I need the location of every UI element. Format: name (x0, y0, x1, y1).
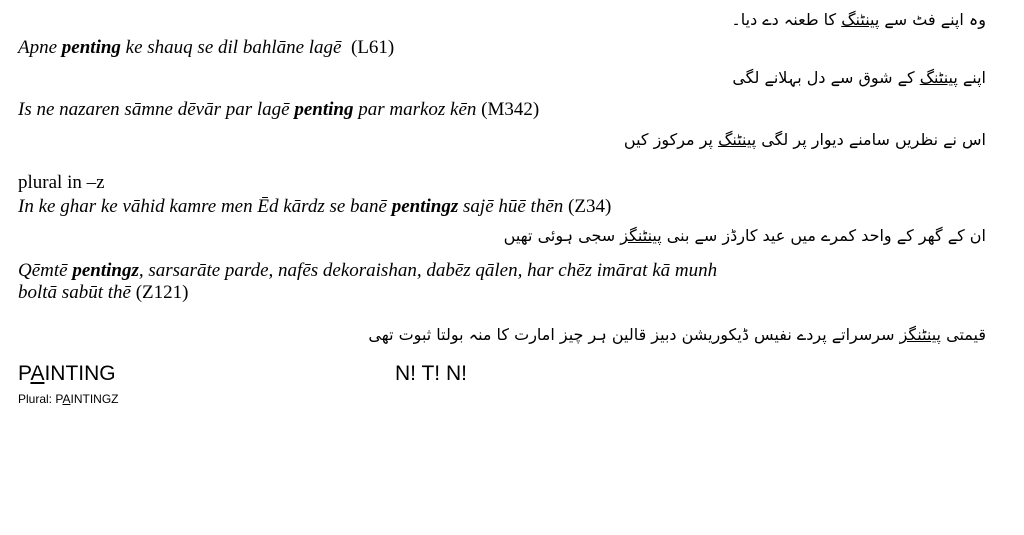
headword-stressed-letter: A (30, 362, 45, 385)
plural-note-text: INTINGZ (70, 392, 119, 406)
urdu-text: سجی ہوئی تھیں (503, 226, 621, 245)
example-text: ke shauq se dil bahlāne lagē (120, 37, 342, 58)
example-keyword: pentingz (72, 260, 139, 281)
source-reference: (L61) (351, 37, 395, 58)
urdu-text: کے شوق سے دل بہلانے لگی (732, 68, 920, 87)
source-reference: (Z34) (568, 196, 612, 217)
example-text: sajē hūē thēn (458, 196, 564, 217)
example-keyword: pentingz (391, 196, 459, 217)
plural-note-text: Plural: P (18, 392, 63, 406)
example-sentence-1 (18, 37, 394, 59)
plural-label: plural in –z (18, 172, 105, 193)
example-text: In ke ghar ke vāhid kamre men Ēd kārdz se banē (18, 196, 392, 217)
urdu-text: سرسراتے پردے نفیس ڈیکوریشن دبیز قالین ہر چیز امارت کا منہ بولتا ثبوت تھی (368, 325, 900, 344)
urdu-text: کا طعنہ دے دیا۔ (731, 10, 842, 29)
example-text: Apne (18, 37, 62, 58)
urdu-text: پر مرکوز کیں (623, 130, 719, 149)
urdu-highlight: پینٹنگ (841, 10, 880, 29)
plural-stressed-letter: A (62, 392, 71, 406)
pattern-code: N! T! N! (395, 362, 467, 385)
urdu-text: قیمتی (941, 325, 986, 344)
urdu-highlight: پینٹنگ (919, 68, 958, 87)
example-sentence-3 (18, 196, 611, 218)
plural-note (18, 392, 118, 406)
urdu-sentence-1 (732, 68, 986, 87)
example-text: boltā sabūt thē (18, 282, 131, 303)
urdu-sentence-3 (504, 226, 986, 245)
urdu-text: اپنے (957, 68, 986, 87)
example-text: Is ne nazaren sāmne dēvār par lagē (18, 99, 295, 120)
urdu-sentence-0 (731, 10, 986, 29)
urdu-text: ان کے گھر کے واحد کمرے میں عید کارڈز سے بنی (661, 226, 986, 245)
source-reference: (M342) (481, 99, 540, 120)
urdu-highlight: پینٹنگز (620, 226, 662, 245)
example-text: par markoz kēn (353, 99, 477, 120)
headword-text: P (18, 362, 31, 385)
headword (18, 362, 116, 386)
urdu-highlight: پینٹنگ (718, 130, 757, 149)
urdu-highlight: پینٹنگز (899, 325, 942, 344)
example-text: Qēmtē (18, 260, 73, 281)
headword-text: INTING (44, 362, 116, 385)
example-keyword: penting (61, 37, 121, 58)
urdu-text: اس نے نظریں سامنے دیوار پر لگی (756, 130, 986, 149)
example-text: , sarsarāte parde, nafēs dekoraishan, dabēz qālen, har chēz imārat kā munh (138, 260, 718, 281)
urdu-text: وہ اپنے فٹ سے (879, 10, 986, 29)
example-sentence-2 (18, 99, 539, 121)
urdu-sentence-4 (368, 325, 986, 344)
source-reference: (Z121) (135, 282, 189, 303)
example-keyword: penting (294, 99, 354, 120)
example-sentence-4 (18, 260, 986, 304)
urdu-sentence-2 (624, 130, 986, 149)
